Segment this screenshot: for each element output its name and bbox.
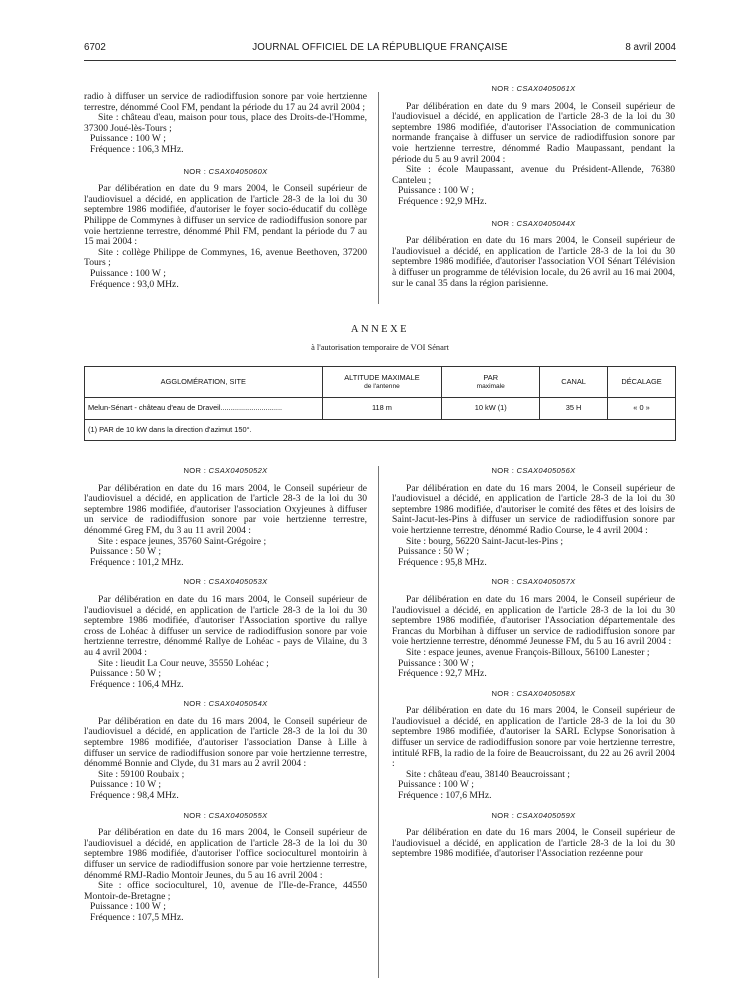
nor-code: CSAX0405058X	[516, 688, 576, 698]
site-line: Site : école Maupassant, avenue du Président-Allende, 76380 Canteleu ;	[392, 164, 675, 186]
nor-code: CSAX0405055X	[208, 810, 268, 820]
nor-heading: NOR : CSAX0405059X	[491, 810, 576, 820]
nor-heading: NOR : CSAX0405060X	[183, 166, 268, 176]
cell-altitude: 118 m	[322, 398, 442, 420]
frequency-line: Fréquence : 93,0 MHz.	[90, 278, 179, 290]
frequency-line: Fréquence : 107,5 MHz.	[90, 911, 184, 923]
nor-heading: NOR : CSAX0405044X	[491, 218, 576, 228]
nor-code: CSAX0405044X	[516, 218, 576, 228]
nor-heading: NOR : CSAX0405061X	[491, 84, 576, 93]
site-line: Site : espace jeunes, 35760 Saint-Grégoire ;	[98, 535, 267, 547]
deliberation-text: Par délibération en date du 16 mars 2004, le Conseil supérieur de l'audiovisuel a décidé, en application de l'article 28-3 de la loi du 30 septembre 1986 modifiée, d'autoriser l'office socioculturel montoirin à diffuser un service de radiodiffusion sonore par voie hertzienne terrestre, dénommé RMJ-Radio Montoir Jeunes, du 5 au 16 avril 2004 :	[84, 827, 367, 881]
frequency-line: Fréquence : 92,7 MHz.	[398, 668, 487, 680]
nor-heading: NOR : CSAX0405054X	[183, 699, 268, 709]
page-number: 6702	[84, 42, 106, 53]
deliberation-text: Par délibération en date du 16 mars 2004, le Conseil supérieur de l'audiovisuel a décidé, en application de l'article 28-3 de la loi du 30 septembre 1986 modifiée, d'autoriser l'association Oxyjeunes à diffuser un service de radiodiffusion sonore par voie hertzienne terrestre, dénommé Greg FM, du 3 au 11 avril 2004 :	[84, 482, 367, 536]
table-note: (1) PAR de 10 kW dans la direction d'azimut 150°.	[85, 420, 676, 441]
deliberation-text: Par délibération en date du 16 mars 2004, le Conseil supérieur de l'audiovisuel a décidé, en application de l'article 28-3 de la loi du 30 septembre 1986 modifiée, d'autoriser la SARL Eclypse Sonorisation à diffuser un service de radiodiffusion sonore par voie hertzienne terrestre, intitulé RFB, la radio de la foire de Beaucroissant, du 22 au 26 avril 2004 :	[392, 705, 675, 770]
nor-code: CSAX0405060X	[208, 166, 268, 176]
cell-canal: 35 H	[540, 398, 608, 420]
cell-decalage: « 0 »	[608, 398, 676, 420]
frequency-line: Fréquence : 95,8 MHz.	[398, 556, 487, 568]
site-line: Site : château d'eau, maison pour tous, place des Droits-de-l'Homme, 37300 Joué-lès-Tours ;	[84, 112, 367, 134]
site-line: Site : 59100 Roubaix ;	[98, 768, 185, 780]
annexe-table	[84, 366, 676, 441]
deliberation-text: Par délibération en date du 16 mars 2004, le Conseil supérieur de l'audiovisuel a décidé, en application de l'article 28-3 de la loi du 30 septembre 1986 modifiée, d'autoriser l'association Danse à Lille à diffuser un service de radiodiffusion sonore par voie hertzienne terrestre, dénommé Bonnie and Clyde, du 31 mars au 2 avril 2004 :	[84, 715, 367, 770]
table-row	[85, 398, 676, 420]
header-agglomeration: AGGLOMÉRATION, SITE	[85, 367, 323, 398]
nor-code: CSAX0405061X	[516, 84, 576, 93]
header-altitude: ALTITUDE MAXIMALE de l'antenne	[322, 367, 442, 398]
nor-code: CSAX0405059X	[516, 810, 576, 820]
site-line: Site : bourg, 56220 Saint-Jacut-les-Pins ;	[406, 535, 564, 547]
deliberation-text: Par délibération en date du 16 mars 2004, le Conseil supérieur de l'audiovisuel a décidé, en application de l'article 28-3 de la loi du 30 septembre 1986 modifiée, d'autoriser l'association VOI Sénart Télévision à diffuser un programme de télévision locale, du 26 avril au 16 mai 2004, sur le canal 35 dans la région parisienne.	[392, 235, 675, 289]
power-line: Puissance : 100 W ;	[90, 901, 166, 913]
nor-heading: NOR : CSAX0405056X	[491, 466, 576, 475]
site-line: Site : espace jeunes, avenue François-Billoux, 56100 Lanester ;	[406, 646, 650, 658]
right-column-top	[392, 84, 675, 289]
issue-date: 8 avril 2004	[625, 42, 676, 53]
site-line: Site : office socioculturel, 10, avenue de l'Ile-de-France, 44550 Montoir-de-Bretagne ;	[84, 880, 367, 902]
left-column-bottom	[84, 466, 367, 924]
frequency-line: Fréquence : 106,3 MHz.	[90, 143, 184, 155]
continuation-text: radio à diffuser un service de radiodiffusion sonore par voie hertzienne terrestre, dénommé Cool FM, pendant la période du 17 au 24 avril 2004 ;	[84, 91, 367, 113]
deliberation-text: Par délibération en date du 16 mars 2004, le Conseil supérieur de l'audiovisuel a décidé, en application de l'article 28-3 de la loi du 30 septembre 1986 modifiée, d'autoriser l'Association départementale des Francas du Morbihan à diffuser un service de radiodiffusion sonore par voie hertzienne terrestre, dénommé Jeunesse FM, du 5 au 16 avril 2004 :	[392, 593, 675, 648]
power-line: Puissance : 50 W ;	[398, 546, 470, 558]
power-line: Puissance : 50 W ;	[90, 668, 162, 680]
power-line: Puissance : 50 W ;	[90, 546, 162, 558]
nor-code: CSAX0405052X	[208, 466, 268, 475]
column-divider-bottom	[378, 466, 379, 978]
table-note-row	[85, 420, 676, 441]
power-line: Puissance : 100 W ;	[90, 267, 166, 279]
site-line: Site : lieudit La Cour neuve, 35550 Lohéac ;	[98, 657, 269, 669]
nor-heading: NOR : CSAX0405058X	[491, 688, 576, 698]
deliberation-text: Par délibération en date du 16 mars 2004, le Conseil supérieur de l'audiovisuel a décidé, en application de l'article 28-3 de la loi du 30 septembre 1986 modifiée, d'autoriser l'Association sportive du rallye cross de Lohéac à diffuser un service de radiodiffusion sonore par voie hertzienne terrestre, dénommé Rallye de Lohéac - pays de Vilaine, du 3 au 4 avril 2004 :	[84, 593, 367, 658]
power-line: Puissance : 10 W ;	[90, 779, 162, 791]
header-par: PAR maximale	[442, 367, 540, 398]
nor-heading: NOR : CSAX0405055X	[183, 810, 268, 820]
power-line: Puissance : 300 W ;	[398, 657, 474, 669]
frequency-line: Fréquence : 107,6 MHz.	[398, 790, 492, 802]
nor-heading: NOR : CSAX0405052X	[183, 466, 268, 475]
deliberation-text: Par délibération en date du 16 mars 2004, le Conseil supérieur de l'audiovisuel a décidé, en application de l'article 28-3 de la loi du 30 septembre 1986 modifiée, d'autoriser le comité des fêtes et des loisirs de Saint-Jacut-les-Pins à diffuser un service de radiodiffusion sonore par voie hertzienne terrestre, dénommé Radio Course, le 4 avril 2004 :	[392, 482, 675, 536]
annexe-title: ANNEXE	[350, 324, 410, 335]
cell-par: 10 kW (1)	[442, 398, 540, 420]
nor-code: CSAX0405057X	[516, 577, 576, 587]
nor-code: CSAX0405054X	[208, 699, 268, 709]
nor-heading: NOR : CSAX0405057X	[491, 577, 576, 587]
deliberation-text: Par délibération en date du 16 mars 2004, le Conseil supérieur de l'audiovisuel a décidé, en application de l'article 28-3 de la loi du 30 septembre 1986 modifiée, d'autoriser l'Association rezéenne pour	[392, 827, 675, 860]
header-rule	[84, 60, 676, 61]
power-line: Puissance : 100 W ;	[90, 133, 166, 145]
left-column-top	[84, 92, 367, 290]
frequency-line: Fréquence : 92,9 MHz.	[398, 195, 487, 207]
journal-title: JOURNAL OFFICIEL DE LA RÉPUBLIQUE FRANÇAISE	[252, 42, 508, 53]
frequency-line: Fréquence : 106,4 MHz.	[90, 678, 184, 690]
nor-code: CSAX0405053X	[208, 577, 268, 587]
site-line: Site : château d'eau, 38140 Beaucroissant ;	[406, 768, 570, 780]
header-decalage: DÉCALAGE	[608, 367, 676, 398]
table-header-row	[85, 367, 676, 398]
deliberation-text: Par délibération en date du 9 mars 2004, le Conseil supérieur de l'audiovisuel a décidé, en application de l'article 28-3 de la loi du 30 septembre 1986 modifiée, d'autoriser l'Association de communication normande française à diffuser un service de radiodiffusion sonore par voie hertzienne terrestre, dénommé Radio Maupassant, pendant la période du 5 au 9 avril 2004 :	[392, 100, 675, 165]
cell-site: Melun-Sénart - château d'eau de Draveil..............................	[85, 398, 323, 420]
power-line: Puissance : 100 W ;	[398, 779, 474, 791]
annexe-subtitle: à l'autorisation temporaire de VOI Sénart	[311, 342, 449, 352]
nor-heading: NOR : CSAX0405053X	[183, 577, 268, 587]
column-divider-top	[378, 92, 379, 304]
right-column-bottom	[392, 466, 675, 860]
frequency-line: Fréquence : 98,4 MHz.	[90, 790, 179, 802]
frequency-line: Fréquence : 101,2 MHz.	[90, 556, 184, 568]
header-canal: CANAL	[540, 367, 608, 398]
page-header	[84, 43, 676, 57]
nor-code: CSAX0405056X	[516, 466, 576, 475]
power-line: Puissance : 100 W ;	[398, 185, 474, 197]
deliberation-text: Par délibération en date du 9 mars 2004, le Conseil supérieur de l'audiovisuel a décidé, en application de l'article 28-3 de la loi du 30 septembre 1986 modifiée, d'autoriser le foyer socio-éducatif du collège Philippe de Commynes à diffuser un service de radiodiffusion sonore par voie hertzienne terrestre, dénommé Phil FM, pendant la période du 7 au 15 mai 2004 :	[84, 183, 367, 248]
annexe-block	[84, 325, 676, 353]
site-line: Site : collège Philippe de Commynes, 16, avenue Beethoven, 37200 Tours ;	[84, 246, 367, 269]
